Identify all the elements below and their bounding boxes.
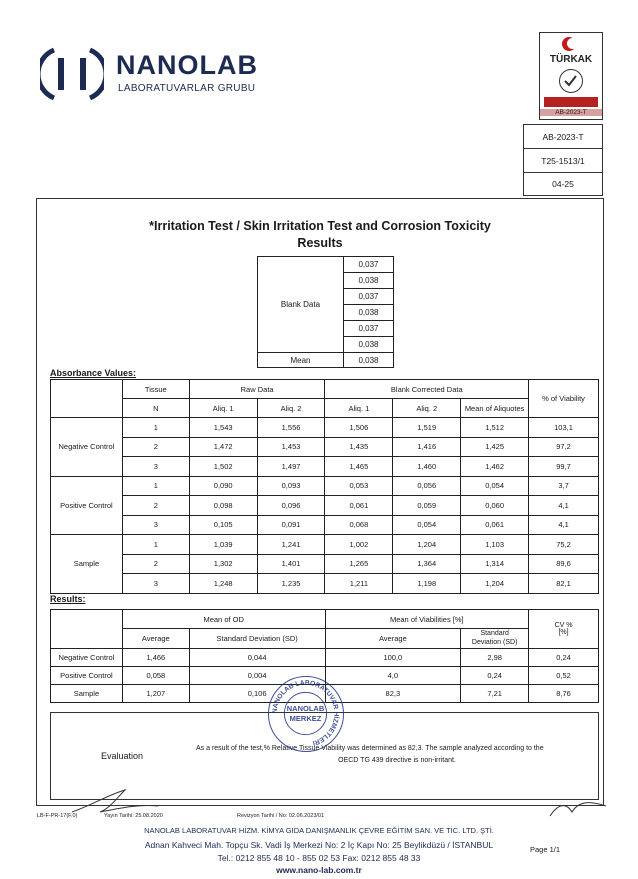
cell-od-average: 0,058 xyxy=(122,667,189,685)
cell-viability: 82,1 xyxy=(529,574,599,594)
cell-od-average: 1,466 xyxy=(122,649,189,667)
blank-data-label: Blank Data xyxy=(258,257,344,353)
blank-value: 0,038 xyxy=(344,305,394,321)
report-subtitle: Results xyxy=(297,236,343,250)
cell-bc1: 1,435 xyxy=(325,437,393,457)
cell-bc2: 0,056 xyxy=(393,476,461,496)
id-box-accreditation: AB-2023-T xyxy=(524,125,602,149)
col-mean-viabilities: Mean of Viabilities [%] xyxy=(325,610,529,629)
col-mean-od: Mean of OD xyxy=(122,610,325,629)
stamp-line2: MERKEZ xyxy=(289,714,322,723)
brand-subtitle: LABORATUVARLAR GRUBU xyxy=(118,83,256,94)
col-raw-aliq1: Aliq. 1 xyxy=(189,399,257,418)
col-viability: % of Viability xyxy=(529,380,599,418)
cell-bc2: 1,198 xyxy=(393,574,461,594)
col-od-sd: Standard Deviation (SD) xyxy=(189,629,325,649)
cell-n: 3 xyxy=(122,515,189,535)
table-row xyxy=(51,457,599,477)
col-tissue: Tissue xyxy=(122,380,189,399)
evaluation-label: Evaluation xyxy=(101,751,144,761)
cell-n: 1 xyxy=(122,418,189,438)
cell-n: 2 xyxy=(122,554,189,574)
cell-bc1: 1,265 xyxy=(325,554,393,574)
turkak-name: TÜRKAK xyxy=(549,54,593,65)
nanolab-logo xyxy=(40,46,260,106)
cell-via-sd: 0,24 xyxy=(461,667,529,685)
results-heading: Results: xyxy=(50,594,86,604)
cell-mean: 0,054 xyxy=(461,476,529,496)
cell-bc2: 1,364 xyxy=(393,554,461,574)
id-box-report-no: T25-1513/1 xyxy=(524,149,602,173)
col-bc-aliq1: Aliq. 1 xyxy=(325,399,393,418)
table-row xyxy=(51,515,599,535)
cell-viability: 4,1 xyxy=(529,515,599,535)
cell-mean: 0,060 xyxy=(461,496,529,516)
cell-raw2: 0,093 xyxy=(257,476,325,496)
footer-page-number: Page 1/1 xyxy=(530,845,561,854)
row-name: Positive Control xyxy=(51,667,123,685)
blank-mean-value: 0,038 xyxy=(344,353,394,368)
cell-via-average: 100,0 xyxy=(325,649,461,667)
cell-bc2: 1,416 xyxy=(393,437,461,457)
table-row xyxy=(51,574,599,594)
cell-raw2: 1,401 xyxy=(257,554,325,574)
col-raw-data: Raw Data xyxy=(189,380,325,399)
cell-od-sd: 0,044 xyxy=(189,649,325,667)
blank-value: 0,037 xyxy=(344,289,394,305)
cell-raw2: 1,241 xyxy=(257,535,325,555)
cell-n: 3 xyxy=(122,457,189,477)
blank-mean-label: Mean xyxy=(258,353,344,368)
turkak-code: AB-2023-T xyxy=(540,109,602,116)
cell-raw2: 0,091 xyxy=(257,515,325,535)
cell-bc1: 1,506 xyxy=(325,418,393,438)
col-raw-aliq2: Aliq. 2 xyxy=(257,399,325,418)
cell-viability: 99,7 xyxy=(529,457,599,477)
cell-mean: 1,204 xyxy=(461,574,529,594)
cell-mean: 1,314 xyxy=(461,554,529,574)
absorbance-table xyxy=(50,379,599,594)
table-row xyxy=(51,418,599,438)
cell-od-sd: 0,004 xyxy=(189,667,325,685)
cell-raw1: 0,105 xyxy=(189,515,257,535)
cell-bc2: 0,054 xyxy=(393,515,461,535)
id-box-date: 04-25 xyxy=(552,179,574,189)
cell-mean: 1,425 xyxy=(461,437,529,457)
cell-raw1: 1,248 xyxy=(189,574,257,594)
stamp-line1: NANOLAB xyxy=(286,704,325,713)
col-cv: CV % [%] xyxy=(529,610,599,649)
footer-website[interactable]: www.nano-lab.com.tr xyxy=(276,865,362,875)
cell-bc2: 0,059 xyxy=(393,496,461,516)
col-od-average: Average xyxy=(122,629,189,649)
signature-right-icon xyxy=(548,798,608,820)
footer-revision: Revizyon Tarihi / No: 02.06.2023/01 xyxy=(237,813,325,819)
cell-viability: 97,2 xyxy=(529,437,599,457)
col-via-sd: Standard Deviation (SD) xyxy=(461,629,529,649)
cell-viability: 89,6 xyxy=(529,554,599,574)
cell-bc1: 0,068 xyxy=(325,515,393,535)
table-row xyxy=(51,437,599,457)
cell-n: 1 xyxy=(122,535,189,555)
cell-viability: 103,1 xyxy=(529,418,599,438)
cell-raw2: 1,453 xyxy=(257,437,325,457)
footer-release-date: Yayın Tarihi: 25.08.2020 xyxy=(104,813,163,819)
cell-bc2: 1,519 xyxy=(393,418,461,438)
cell-bc1: 1,002 xyxy=(325,535,393,555)
cell-n: 2 xyxy=(122,437,189,457)
cell-bc1: 0,053 xyxy=(325,476,393,496)
table-row xyxy=(51,554,599,574)
footer-address: Adnan Kahveci Mah. Topçu Sk. Vadi İş Merkezi No: 2 İç Kapı No: 25 Beylikdüzü / İSTANBUL xyxy=(144,840,494,850)
cell-raw2: 1,556 xyxy=(257,418,325,438)
col-mean-aliquotes: Mean of Aliquotes xyxy=(461,399,529,418)
turkak-accreditation-mark xyxy=(539,32,603,120)
cell-raw1: 1,472 xyxy=(189,437,257,457)
footer-phone: Tel.: 0212 855 48 10 - 855 02 53 Fax: 0212 855 48 33 xyxy=(217,853,421,863)
group-name: Sample xyxy=(51,535,123,594)
cell-mean: 0,061 xyxy=(461,515,529,535)
table-row xyxy=(51,649,599,667)
cell-via-average: 4,0 xyxy=(325,667,461,685)
cell-cv: 8,76 xyxy=(529,685,599,703)
cell-viability: 75,2 xyxy=(529,535,599,555)
evaluation-text-line2: OECD TG 439 directive is non-irritant. xyxy=(338,757,456,764)
cell-bc1: 1,211 xyxy=(325,574,393,594)
cell-viability: 4,1 xyxy=(529,496,599,516)
col-bc-aliq2: Aliq. 2 xyxy=(393,399,461,418)
turkak-check-icon xyxy=(559,69,583,93)
cell-raw2: 0,096 xyxy=(257,496,325,516)
cell-raw1: 0,098 xyxy=(189,496,257,516)
nanolab-logo-mark-icon xyxy=(40,46,104,102)
blank-value: 0,038 xyxy=(344,337,394,353)
blank-data-table xyxy=(257,256,394,368)
cell-raw2: 1,235 xyxy=(257,574,325,594)
cell-mean: 1,512 xyxy=(461,418,529,438)
table-row xyxy=(51,535,599,555)
footer-form-code: LB-F-PR-17(F.0) xyxy=(37,813,78,819)
table-row xyxy=(51,476,599,496)
cell-mean: 1,462 xyxy=(461,457,529,477)
cell-raw1: 1,302 xyxy=(189,554,257,574)
cell-od-average: 1,207 xyxy=(122,685,189,703)
evaluation-text-line1: As a result of the test,% Relative Tissue Viability was determined as 82,3. The sample analyzed according to the xyxy=(196,745,544,752)
cell-raw1: 1,502 xyxy=(189,457,257,477)
cell-bc1: 0,061 xyxy=(325,496,393,516)
footer-company: NANOLAB LABORATUVAR HİZM. KİMYA GIDA DANIŞMANLIK ÇEVRE EĞİTİM SAN. VE TİC. LTD. ŞTİ. xyxy=(144,826,494,835)
blank-value: 0,038 xyxy=(344,273,394,289)
cell-bc1: 1,465 xyxy=(325,457,393,477)
row-name: Sample xyxy=(51,685,123,703)
cell-raw1: 1,543 xyxy=(189,418,257,438)
cell-n: 1 xyxy=(122,476,189,496)
cell-mean: 1,103 xyxy=(461,535,529,555)
row-name: Negative Control xyxy=(51,649,123,667)
absorbance-heading: Absorbance Values: xyxy=(50,368,137,378)
signature-left-icon xyxy=(70,786,160,816)
report-title: *Irritation Test / Skin Irritation Test and Corrosion Toxicity xyxy=(149,219,491,233)
col-via-average: Average xyxy=(325,629,461,649)
cell-od-sd: 0,106 xyxy=(189,685,325,703)
lab-stamp xyxy=(268,676,344,752)
cell-cv: 0,52 xyxy=(529,667,599,685)
blank-value: 0,037 xyxy=(344,321,394,337)
cell-bc2: 1,204 xyxy=(393,535,461,555)
cell-bc2: 1,460 xyxy=(393,457,461,477)
cell-raw1: 0,090 xyxy=(189,476,257,496)
cell-n: 2 xyxy=(122,496,189,516)
cell-cv: 0,24 xyxy=(529,649,599,667)
brand-name: NANOLAB xyxy=(116,50,258,80)
cell-raw1: 1,039 xyxy=(189,535,257,555)
cell-n: 3 xyxy=(122,574,189,594)
results-corner xyxy=(51,610,123,649)
turkak-crescent-cut xyxy=(567,38,578,49)
cell-via-average: 82,3 xyxy=(325,685,461,703)
cell-viability: 3,7 xyxy=(529,476,599,496)
stamp-ring-text: NANOLAB LABORATUVAR HİZMETLERİ xyxy=(271,679,340,747)
id-box xyxy=(523,124,603,196)
cell-via-sd: 2,98 xyxy=(461,649,529,667)
col-n: N xyxy=(122,399,189,418)
group-name: Negative Control xyxy=(51,418,123,477)
col-blank-corrected: Blank Corrected Data xyxy=(325,380,529,399)
cell-via-sd: 7,21 xyxy=(461,685,529,703)
blank-value: 0,037 xyxy=(344,257,394,273)
turkak-red-band xyxy=(544,97,598,107)
group-name: Positive Control xyxy=(51,476,123,535)
absorbance-corner xyxy=(51,380,123,418)
table-row xyxy=(51,496,599,516)
cell-raw2: 1,497 xyxy=(257,457,325,477)
